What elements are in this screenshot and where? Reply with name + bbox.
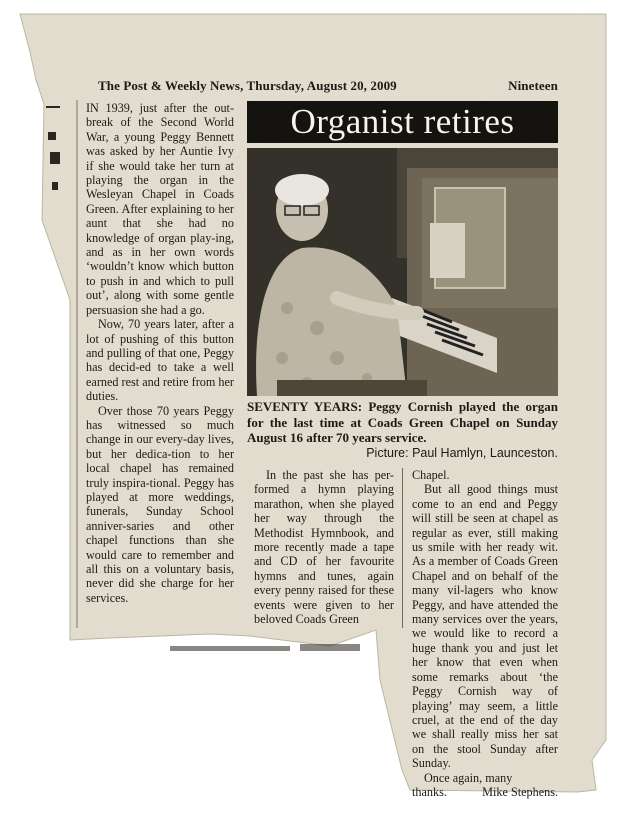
- article-column-2: [254, 468, 394, 626]
- article-paragraph: Now, 70 years later, after a lot of pushing of this button and pulling of that one, Peggy has decid-ed to take a well earned rest and retire from her duties.: [86, 317, 234, 404]
- article-paragraph: In the past she has per-formed a hymn playing marathon, when she played her way through the Methodist Hymnbook, and more recently made a tape and CD of her favourite hymns and tunes, again every penny raised for these events were given to her beloved Coads Green: [254, 468, 394, 627]
- headline: Organist retires: [247, 101, 558, 143]
- page-number: Nineteen: [508, 78, 558, 93]
- article-paragraph: Over those 70 years Peggy has witnessed so much change in our every-day lives, but her dedica-tion to her local chapel has remained truly inspira-tional. Peggy has played at more weddings, funerals, Sunday School anniver-saries and other chapel functions than she would care to remember and all this on a voluntary basis, never did she charge for her services.: [86, 403, 234, 605]
- article-paragraph: But all good things must come to an end and Peggy will still be seen at chapel as regular as ever, still making us smile with her ready wit. As a member of Coads Green Chapel and on behalf of the many vil-lagers who know Peggy, and have attended the many services over the years, we would like to record a huge thank you and just let her know that even when some remarks about ‘the Peggy Cornish way of playing’ may seem, a little cruel, at the end of the day we shall really miss her sat on the stool Sunday after Sunday.: [412, 482, 558, 771]
- publication-line: The Post & Weekly News, Thursday, August 20, 2009: [98, 78, 397, 93]
- author-line: [412, 785, 558, 799]
- closing-text: Once again, many: [424, 770, 513, 785]
- article-column-1: [86, 101, 234, 605]
- closing-line: [412, 771, 558, 785]
- article-paragraph: Chapel.: [412, 468, 450, 482]
- photo-caption: SEVENTY YEARS: Peggy Cornish played the organ for the last time at Coads Green Chapel on Sunday August 16 after 70 years service.: [247, 399, 558, 445]
- closing-thanks: thanks.: [412, 784, 447, 799]
- organist-photo-icon: [247, 148, 558, 396]
- column-rule: [402, 468, 403, 628]
- article-paragraph: IN 1939, just after the out-break of the Second World War, a young Peggy Bennett was asked by her Auntie Ivy if she would take her turn at playing the organ in the Wesleyan Chapel in Coads Green. After explaining to her aunt that she had no knowledge of organ play-ing, and as in her own words ‘wouldn’t know which button to push in and which to pull out’, along with some gentle persuasion she had a go.: [86, 101, 234, 317]
- article-column-3: [412, 468, 558, 799]
- author-name: Mike Stephens.: [482, 784, 558, 799]
- organist-photo: [247, 148, 558, 396]
- photo-credit: Picture: Paul Hamlyn, Launceston.: [366, 446, 558, 460]
